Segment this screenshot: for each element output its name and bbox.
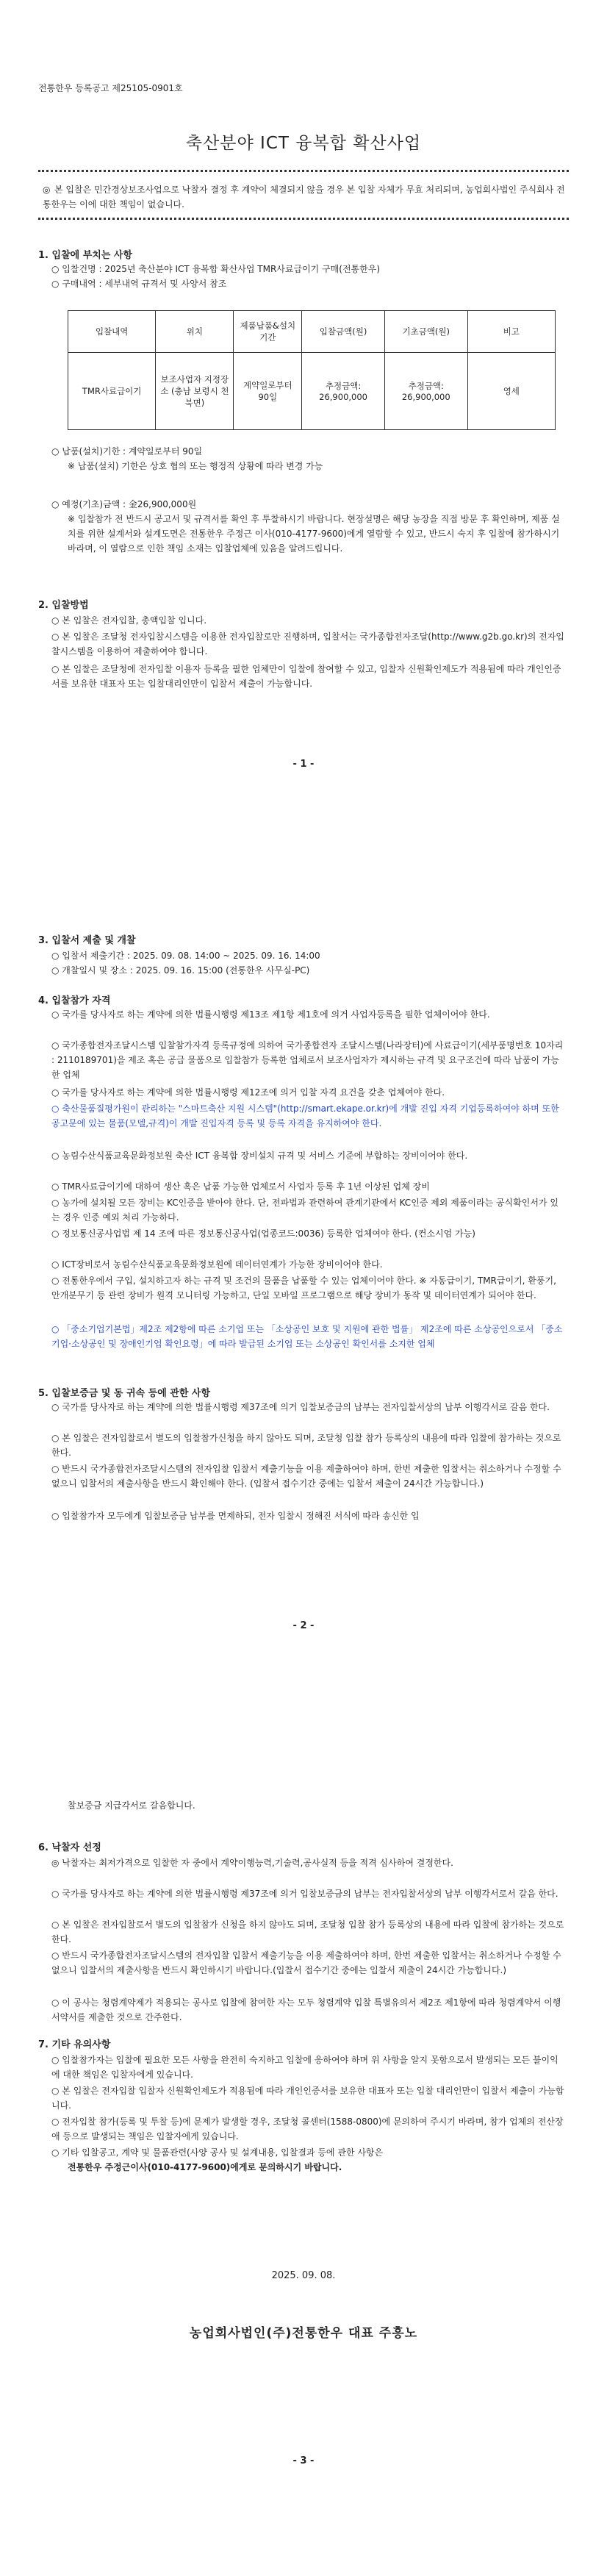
table-header: 입찰금액(원) — [302, 311, 385, 353]
table-cell: TMR사료급이기 — [68, 353, 156, 430]
qualification-line: ○ TMR사료급이기에 대하여 생산 혹은 납품 가능한 업체로서 사업자 등록 후 1년 이상된 업체 장비 — [51, 1181, 430, 1192]
submit-period-line: ○ 입찰서 제출기간 : 2025. 09. 08. 14:00 ~ 2025. 09. 16. 14:00 — [51, 951, 320, 961]
intro-text: 본 입찰은 민간경상보조사업으로 낙찰자 결정 후 계약이 체결되지 않을 경우 본 입찰 자체가 무효 처리되며, 농업회사법인 주식회사 전통한우는 이에 대한 책임이 없습니다. — [43, 185, 565, 210]
dotted-divider — [38, 170, 569, 172]
qualification-line: ○ 축산물품질평가원이 관리하는 "스마트축산 지원 시스템"(http://smart.ekape.or.kr)에 개발 진입 자격 기업등록하여야 하며 또한 공고문에 있는 물품(모델,규격)이 개발 진입자격 등록 및 등록 자격을 유지하여야 한다. — [51, 1103, 559, 1128]
caution-line: ○ 기타 입찰공고, 계약 및 물품관련(사양 공사 및 설계내용, 입찰결과 등에 관한 사항은 — [51, 2147, 384, 2158]
caution-line: ○ 입찰참가자는 입찰에 필요한 모든 사항을 완전히 숙지하고 입찰에 응하여야 하며 위 사항을 알지 못함으로서 발생되는 모든 불이익에 대한 책임은 입찰자에게 있습니다. — [51, 2055, 558, 2080]
qualification-line: ○ 농가에 설치될 모든 장비는 KC인증을 받아야 한다. 단, 전파법과 관련하여 관계기관에서 KC인증 제외 제품이라는 공식확인서가 있는 경우 인증 예외 처리 가능하다. — [51, 1198, 558, 1223]
estimated-price-line: ○ 예정(기초)금액 : 金26,900,000원 — [51, 499, 197, 509]
delivery-note: ※ 납품(설치) 기한은 상호 협의 또는 행정적 상황에 따라 변경 가능 — [68, 461, 323, 471]
table-cell: 추정금액: 26,900,000 — [384, 353, 467, 430]
method-line: ○ 본 입찰은 조달청 전자입찰시스템을 이용한 전자입찰로만 진행하며, 입찰서는 국가종합전자조달(http://www.g2b.go.kr)의 전자입찰시스템을 이용하여 제출하여야 합니다. — [51, 632, 564, 656]
section-heading: 3. 입찰서 제출 및 개찰 — [38, 935, 136, 946]
page-number: - 1 - — [292, 759, 315, 770]
deposit-continuation: 찰보증금 지급각서로 갈음합니다. — [68, 1800, 195, 1811]
page-2 — [0, 859, 607, 1717]
section-heading: 7. 기타 유의사항 — [38, 2039, 111, 2050]
signature-line: 농업회사법인(주)전통한우 대표 주흥노 — [189, 2326, 418, 2341]
qualification-line: ○ 국가종합전자조달시스템 입찰참가자격 등록규정에 의하여 국가종합전자 조달시스템(나라장터)에 사료급이기(세부품명번호 10자리 : 2110189701)을 제조 혹은 공급 물품으로 입찰참가 등록한 업체로서 보조사업자가 제시하는 규격 및 요구조건에 따라 납품이 가능한 업체 — [51, 1040, 564, 1080]
table-cell: 추정금액: 26,900,000 — [302, 353, 385, 430]
qualification-line: ○ 국가를 당사자로 하는 계약에 의한 법률시행령 제13조 제1항 제1호에 의거 사업자등록을 필한 업체이어야 한다. — [51, 1009, 490, 1020]
page-title: 축산분야 ICT 융복합 확산사업 — [185, 134, 422, 153]
section-heading: 1. 입찰에 부치는 사항 — [38, 250, 133, 261]
section-heading: 5. 입찰보증금 및 동 귀속 등에 관한 사항 — [38, 1388, 211, 1399]
qualification-line: ○ 정보통신공사업법 제 14 조에 따른 정보통신공사업(업종코드:0036) 등록한 업체여야 한다. (컨소시엄 가능) — [51, 1228, 475, 1239]
qualification-line: ○ 전통한우에서 구입, 설치하고자 하는 규격 및 조건의 물품을 납품할 수 있는 업체이어야 한다. ※ 자동급이기, TMR급이기, 환풍기, 안개분무기 등 관련 장비가 원격 모니터링 가능하고, 단일 모바일 프로그램으로 해당 장비가 동작 및 데이터연계가 되어야 한다. — [51, 1276, 556, 1300]
table-cell: 보조사업자 지정장소 (충남 보령시 천북면) — [156, 353, 234, 430]
section-heading: 4. 입찰참가 자격 — [38, 995, 111, 1006]
deposit-line: ○ 반드시 국가종합전자조달시스템의 전자입찰 입찰서 제출기능을 이용 제출하여야 하며, 한번 제출한 입찰서는 취소하거나 수정할 수 없으니 입찰서의 제출사항을 반드시 확인해야 한다. (입찰서 접수기간 중에는 입찰서 제출이 24시간 가능합니다.) — [51, 1464, 561, 1489]
award-line: ○ 이 공사는 청렴계약제가 적용되는 공사로 입찰에 참여한 자는 모두 청렴계약 입찰 특별유의서 제2조 제1항에 따라 청렴계약서 이행서약서를 제출한 것으로 간주한다. — [51, 1997, 561, 2022]
deposit-line: ○ 국가를 당사자로 하는 계약에 의한 법률시행령 제37조에 의거 입찰보증금의 납부는 전자입찰서상의 납부 이행각서로 갈음 한다. — [51, 1402, 550, 1412]
section-heading: 6. 낙찰자 선정 — [38, 1842, 101, 1853]
bid-name-line: ○ 입찰건명 : 2025년 축산분야 ICT 융복합 확산사업 TMR사료급이기 구매(전통한우) — [51, 264, 381, 274]
table-cell: 계약일로부터 90일 — [234, 353, 302, 430]
opening-line: ○ 개찰일시 및 장소 : 2025. 09. 16. 15:00 (전통한우 사무실-PC) — [51, 965, 310, 976]
table-header: 기초금액(원) — [384, 311, 467, 353]
purchase-line: ○ 구매내역 : 세부내역 규격서 및 사양서 참조 — [51, 279, 227, 289]
table-header: 비고 — [467, 311, 555, 353]
qualification-line: ○ 농림수산식품교육문화정보원 축산 ICT 융복합 장비설치 규격 및 서비스 기준에 부합하는 장비이어야 한다. — [51, 1151, 468, 1161]
qualification-line: ○ 국가를 당사자로 하는 계약에 의한 법률시행령 제12조에 의거 입찰 자격 요건을 갖춘 업체여야 한다. — [51, 1087, 445, 1098]
page-1 — [0, 0, 607, 859]
table-header: 제품납품&설치기간 — [234, 311, 302, 353]
section-heading: 2. 입찰방법 — [38, 600, 89, 611]
bid-table — [68, 310, 556, 430]
page-number: - 2 - — [292, 1620, 315, 1631]
issue-date: 2025. 09. 08. — [271, 2270, 336, 2281]
table-cell: 영세 — [467, 353, 555, 430]
intro-notice — [43, 182, 566, 212]
table-header-row — [68, 311, 556, 353]
page-3 — [0, 1717, 607, 2576]
delivery-line: ○ 납품(설치)기한 : 계약일로부터 90일 — [51, 446, 203, 457]
table-row — [68, 353, 556, 430]
deposit-line: ○ 본 입찰은 전자입찰로서 별도의 입찰참가신청을 하지 않아도 되며, 조달청 입찰 참가 등록상의 내용에 따라 입찰에 참가하는 것으로 한다. — [51, 1433, 561, 1458]
table-header: 위치 — [156, 311, 234, 353]
award-line: ○ 반드시 국가종합전자조달시스템의 전자입찰 입찰서 제출기능을 이용 제출하여야 하며, 한번 제출한 입찰서는 취소하거나 수정할 수 없으니 입찰서의 제출사항을 반드시 확인하시기 바랍니다.(입찰서 접수기간 중에는 입찰서 제출이 24시간 가능합니다.) — [51, 1950, 561, 1975]
method-line: ○ 본 입찰은 전자입찰, 총액입찰 입니다. — [51, 615, 207, 626]
qualification-line: ○ ICT장비로서 농림수산식품교육문화정보원에 데이터연계가 가능한 장비이어야 한다. — [51, 1259, 383, 1270]
contact-line: 전통한우 주정근이사(010-4177-9600)에게로 문의하시기 바랍니다. — [68, 2162, 342, 2172]
qualification-line: ○ 「중소기업기본법」제2조 제2항에 따른 소기업 또는 「소상공인 보호 및 지원에 관한 법률」 제2조에 따른 소상공인으로서 「중소기업·소상공인 및 장애인기업 확인요령」에 따라 발급된 소기업 또는 소상공인 확인서를 소지한 업체 — [51, 1324, 563, 1349]
method-line: ○ 본 입찰은 조달청에 전자입찰 이용자 등록을 필한 업체만이 입찰에 참여할 수 있고, 입찰자 신원확인제도가 적용됨에 따라 개인인증서를 보유한 대표자 또는 입찰대리인만이 입찰서 제출이 가능합니다. — [51, 664, 561, 689]
notice-number: 전통한우 등록공고 제25105-0901호 — [38, 83, 183, 93]
inspection-note: ※ 입찰참가 전 반드시 공고서 및 규격서를 확인 후 투찰하시기 바랍니다. 현장설명은 해당 농장을 직접 방문 후 확인하며, 제품 설치를 위한 설계서와 설계도면은 전통한우 주정근 이사(010-4177-9600)에게 열람할 수 있고, 반드시 숙지 후 입찰에 참가하시기 바라며, 이 열람으로 인한 책임 소재는 입찰업체에 있음을 알려드립니다. — [68, 514, 560, 554]
award-line: ○ 본 입찰은 전자입찰로서 별도의 입찰참가 신청을 하지 않아도 되며, 조달청 입찰 참가 등록상의 내용에 따라 입찰에 참가하는 것으로 한다. — [51, 1920, 564, 1944]
deposit-line: ○ 입찰참가자 모두에게 입찰보증금 납부를 면제하되, 전자 입찰시 정해진 서식에 따라 송신한 입 — [51, 1511, 420, 1521]
page-number: - 3 - — [292, 2455, 315, 2466]
dotted-divider — [38, 218, 569, 220]
table-header: 입찰내역 — [68, 311, 156, 353]
award-line: ○ 국가를 당사자로 하는 계약에 의한 법률시행령 제37조에 의거 입찰보증금의 납부는 전자입찰서상의 납부 이행각서로서 갈음 한다. — [51, 1889, 558, 1899]
caution-line: ○ 본 입찰은 전자입찰 입찰자 신원확인제도가 적용됨에 따라 개인인증서를 보유한 대표자 또는 입찰 대리인만이 입찰서 제출이 가능합니다. — [51, 2086, 564, 2111]
award-line: ◎ 낙찰자는 최저가격으로 입찰한 자 중에서 계약이행능력,기술력,공사실적 등을 적격 심사하여 결정한다. — [51, 1858, 453, 1868]
caution-line: ○ 전자입찰 참가(등록 및 투찰 등)에 문제가 발생할 경우, 조달청 콜센터(1588-0800)에 문의하여 주시기 바라며, 참가 업체의 전산장애 등으로 발생되는 책임은 입찰자에게 있습니다. — [51, 2117, 564, 2142]
bullet-marker: ◎ — [43, 185, 51, 195]
